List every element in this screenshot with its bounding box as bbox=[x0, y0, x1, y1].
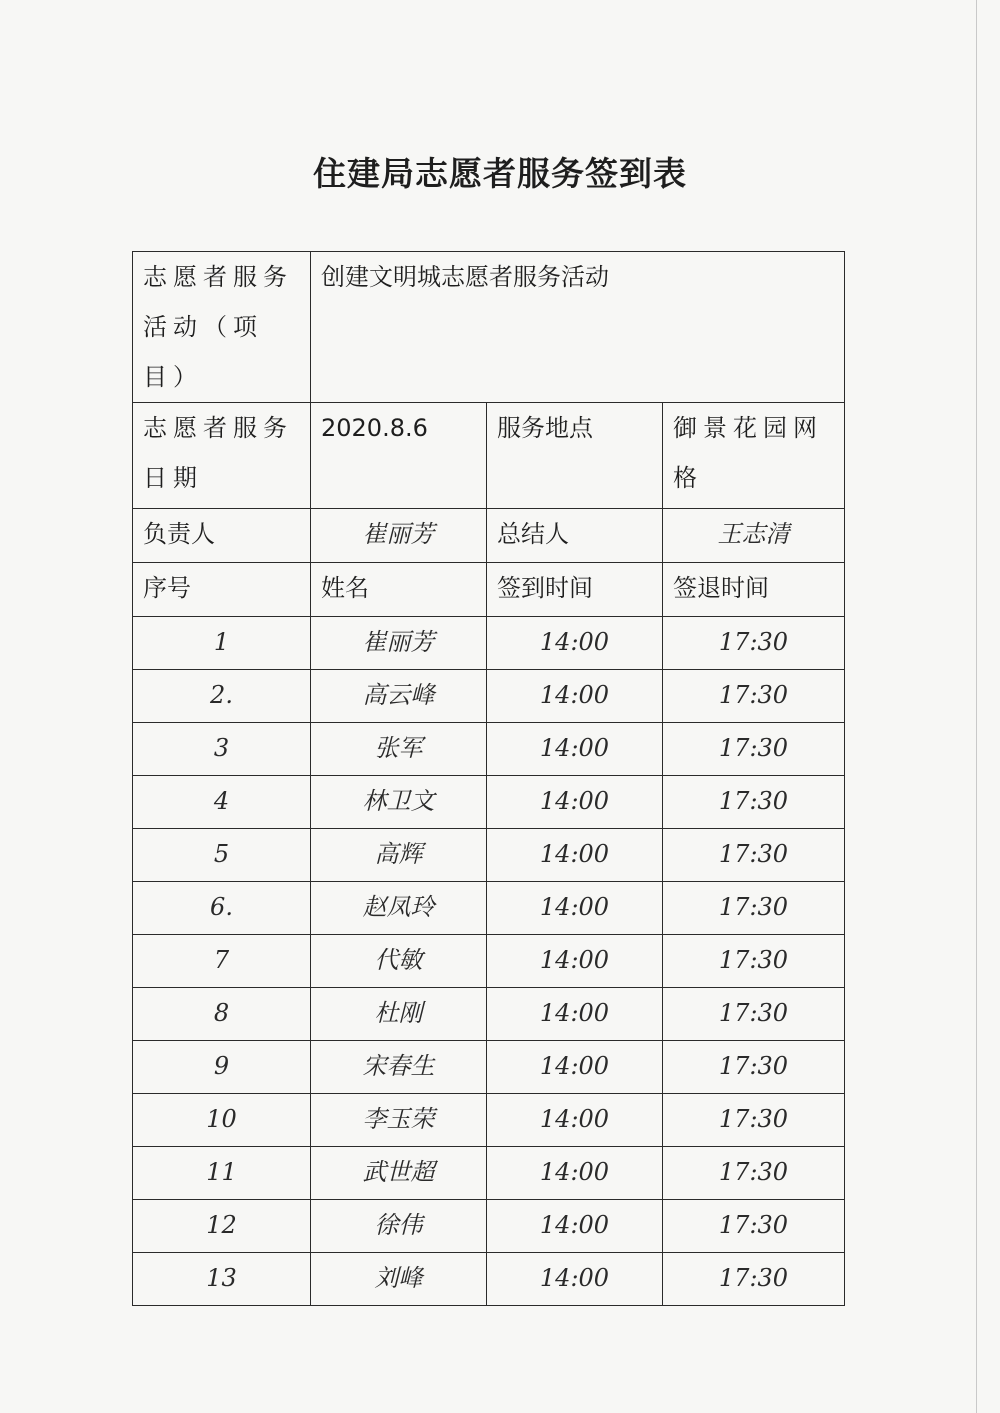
entry-sign-in-time: 14:00 bbox=[487, 723, 663, 776]
entry-number: 5 bbox=[133, 829, 311, 882]
entry-sign-in-time: 14:00 bbox=[487, 1094, 663, 1147]
entry-sign-out-time: 17:30 bbox=[663, 1094, 845, 1147]
entry-name: 武世超 bbox=[311, 1147, 487, 1200]
entry-number: 7 bbox=[133, 935, 311, 988]
entry-sign-in-time: 14:00 bbox=[487, 1200, 663, 1253]
entry-sign-out-time: 17:30 bbox=[663, 1200, 845, 1253]
table-row bbox=[133, 723, 845, 776]
entry-sign-in-time: 14:00 bbox=[487, 829, 663, 882]
entry-sign-in-time: 14:00 bbox=[487, 935, 663, 988]
entry-name: 宋春生 bbox=[311, 1041, 487, 1094]
activity-value: 创建文明城志愿者服务活动 bbox=[311, 252, 845, 403]
entry-number: 10 bbox=[133, 1094, 311, 1147]
entry-sign-in-time: 14:00 bbox=[487, 882, 663, 935]
entry-number: 2. bbox=[133, 670, 311, 723]
sign-in-table bbox=[132, 251, 845, 1306]
location-label: 服务地点 bbox=[487, 403, 663, 509]
column-header-sign-out: 签退时间 bbox=[663, 563, 845, 617]
entry-sign-in-time: 14:00 bbox=[487, 776, 663, 829]
entry-number: 12 bbox=[133, 1200, 311, 1253]
entry-sign-in-time: 14:00 bbox=[487, 1041, 663, 1094]
table-row bbox=[133, 829, 845, 882]
entry-name: 徐伟 bbox=[311, 1200, 487, 1253]
page-title: 住建局志愿者服务签到表 bbox=[313, 154, 687, 193]
entry-sign-in-time: 14:00 bbox=[487, 670, 663, 723]
table-row bbox=[133, 670, 845, 723]
column-header-sign-in: 签到时间 bbox=[487, 563, 663, 617]
entry-sign-out-time: 17:30 bbox=[663, 829, 845, 882]
entry-sign-out-time: 17:30 bbox=[663, 1041, 845, 1094]
entry-sign-out-time: 17:30 bbox=[663, 617, 845, 670]
entry-name: 崔丽芳 bbox=[311, 617, 487, 670]
entry-name: 赵凤玲 bbox=[311, 882, 487, 935]
entry-sign-in-time: 14:00 bbox=[487, 988, 663, 1041]
table-row bbox=[133, 935, 845, 988]
entry-number: 11 bbox=[133, 1147, 311, 1200]
summarizer-signature: 王志清 bbox=[663, 509, 845, 563]
entry-sign-in-time: 14:00 bbox=[487, 617, 663, 670]
entry-sign-out-time: 17:30 bbox=[663, 1253, 845, 1306]
entry-name: 林卫文 bbox=[311, 776, 487, 829]
entry-sign-out-time: 17:30 bbox=[663, 723, 845, 776]
entry-number: 8 bbox=[133, 988, 311, 1041]
table-row bbox=[133, 1200, 845, 1253]
date-value: 2020.8.6 bbox=[311, 403, 487, 509]
entry-number: 3 bbox=[133, 723, 311, 776]
leader-label: 负责人 bbox=[133, 509, 311, 563]
entry-sign-out-time: 17:30 bbox=[663, 988, 845, 1041]
location-value: 御景花园网格 bbox=[663, 403, 845, 509]
column-header-row bbox=[133, 563, 845, 617]
entry-name: 刘峰 bbox=[311, 1253, 487, 1306]
entry-number: 1 bbox=[133, 617, 311, 670]
entry-sign-out-time: 17:30 bbox=[663, 882, 845, 935]
entry-sign-out-time: 17:30 bbox=[663, 776, 845, 829]
entry-name: 李玉荣 bbox=[311, 1094, 487, 1147]
table-row bbox=[133, 1253, 845, 1306]
column-header-no: 序号 bbox=[133, 563, 311, 617]
table-row bbox=[133, 776, 845, 829]
entry-number: 9 bbox=[133, 1041, 311, 1094]
activity-row bbox=[133, 252, 845, 403]
entry-sign-out-time: 17:30 bbox=[663, 670, 845, 723]
entry-number: 13 bbox=[133, 1253, 311, 1306]
entry-number: 4 bbox=[133, 776, 311, 829]
entry-sign-in-time: 14:00 bbox=[487, 1147, 663, 1200]
entry-sign-in-time: 14:00 bbox=[487, 1253, 663, 1306]
leader-signature: 崔丽芳 bbox=[311, 509, 487, 563]
table-row bbox=[133, 1147, 845, 1200]
entry-number: 6. bbox=[133, 882, 311, 935]
entry-sign-out-time: 17:30 bbox=[663, 1147, 845, 1200]
summarizer-label: 总结人 bbox=[487, 509, 663, 563]
leader-row bbox=[133, 509, 845, 563]
date-row bbox=[133, 403, 845, 509]
table-row bbox=[133, 1041, 845, 1094]
date-label: 志愿者服务日期 bbox=[133, 403, 311, 509]
entry-name: 高辉 bbox=[311, 829, 487, 882]
column-header-name: 姓名 bbox=[311, 563, 487, 617]
table-row bbox=[133, 1094, 845, 1147]
entry-name: 高云峰 bbox=[311, 670, 487, 723]
table-row bbox=[133, 617, 845, 670]
entry-name: 杜刚 bbox=[311, 988, 487, 1041]
entry-name: 张军 bbox=[311, 723, 487, 776]
table-row bbox=[133, 988, 845, 1041]
activity-label: 志愿者服务活动（项目） bbox=[133, 252, 311, 403]
table-row bbox=[133, 882, 845, 935]
entry-name: 代敏 bbox=[311, 935, 487, 988]
entries-body bbox=[133, 617, 845, 1306]
entry-sign-out-time: 17:30 bbox=[663, 935, 845, 988]
